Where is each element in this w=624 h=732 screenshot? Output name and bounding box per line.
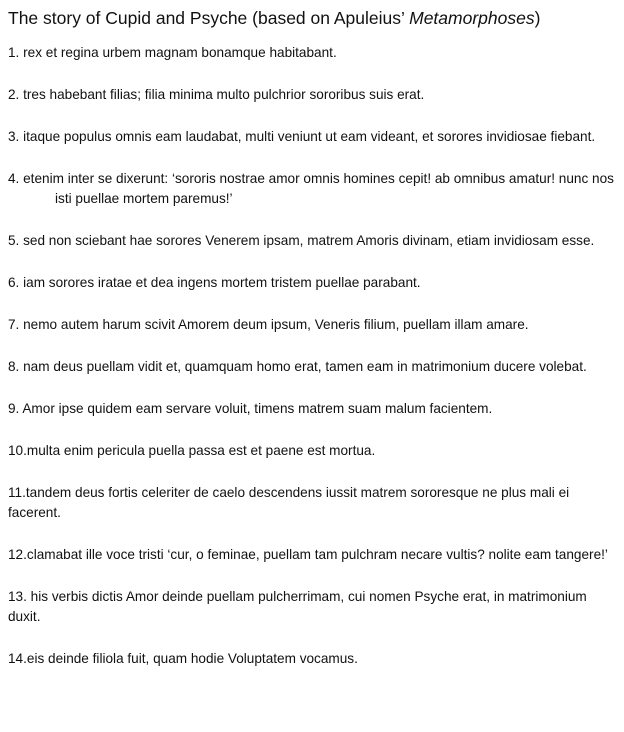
sentence-12: 12.clamabat ille voce tristi ‘cur, o feminae, puellam tam pulchram necare vultis? nolite eam tangere!’ <box>8 547 608 562</box>
page-title <box>8 6 618 30</box>
sentence-11: 11.tandem deus fortis celeriter de caelo descendens iussit matrem sororesque ne plus mali ei facerent. <box>8 485 570 520</box>
sentence-10: 10.multa enim pericula puella passa est et paene est mortua. <box>8 443 376 458</box>
sentence-6: 6. iam sorores iratae et dea ingens mortem tristem puellae parabant. <box>8 275 421 290</box>
title-main: The story of Cupid and Psyche (based on Apuleius’ <box>8 8 410 28</box>
title-italic: Metamorphoses <box>409 8 535 28</box>
sentence-8: 8. nam deus puellam vidit et, quamquam homo erat, tamen eam in matrimonium ducere volebat. <box>8 359 587 374</box>
sentence-3: 3. itaque populus omnis eam laudabat, multi veniunt ut eam videant, et sorores invidiosae fiebant. <box>8 129 596 144</box>
title-close: ) <box>534 8 541 28</box>
sentence-1: 1. rex et regina urbem magnam bonamque habitabant. <box>8 45 337 60</box>
sentence-13: 13. his verbis dictis Amor deinde puellam pulcherrimam, cui nomen Psyche erat, in matrimonium duxit. <box>8 589 587 624</box>
sentence-7: 7. nemo autem harum scivit Amorem deum ipsum, Veneris filium, puellam illam amare. <box>8 317 529 332</box>
sentence-14: 14.eis deinde filiola fuit, quam hodie Voluptatem vocamus. <box>8 651 358 666</box>
document-page <box>8 6 618 669</box>
sentence-4: 4. etenim inter se dixerunt: ‘sororis nostrae amor omnis homines cepit! ab omnibus amatur! nunc nos isti puellae mortem paremus!’ <box>8 171 614 206</box>
sentence-5: 5. sed non sciebant hae sorores Venerem ipsam, matrem Amoris divinam, etiam invidiosam esse. <box>8 233 595 248</box>
sentence-2: 2. tres habebant filias; filia minima multo pulchrior sororibus suis erat. <box>8 87 425 102</box>
sentence-9: 9. Amor ipse quidem eam servare voluit, timens matrem suam malum facientem. <box>8 401 493 416</box>
